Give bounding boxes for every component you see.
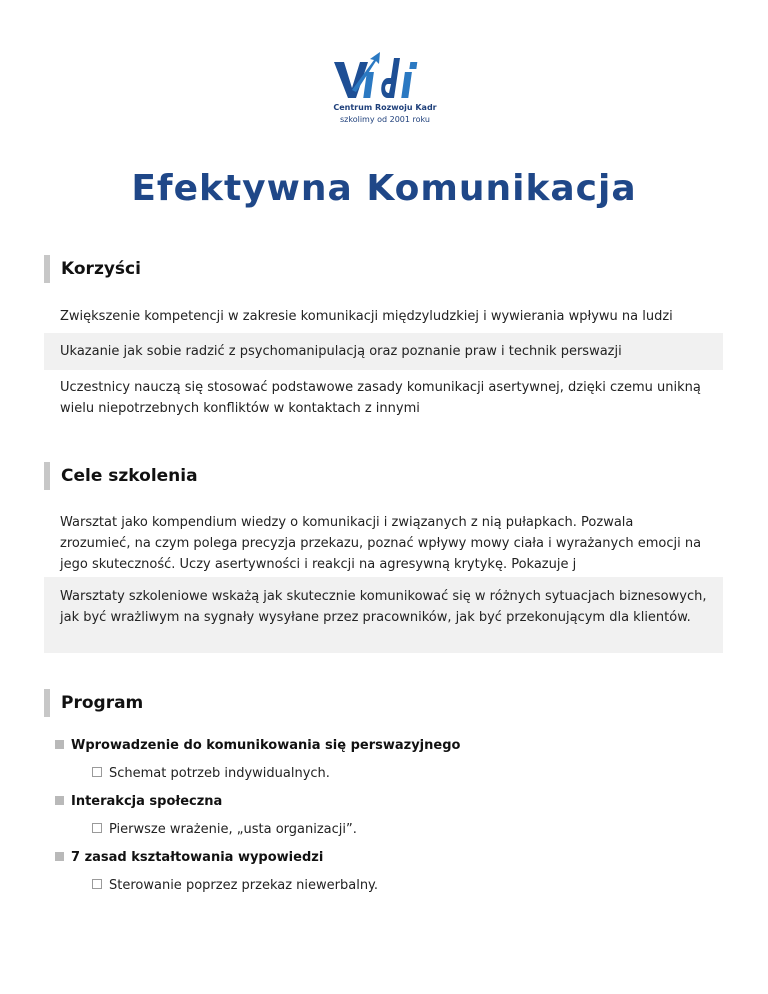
logo-line-2: szkolimy od 2001 roku <box>339 115 430 124</box>
program-item-label: Interakcja społeczna <box>71 794 223 809</box>
program-subitem-label: Sterowanie poprzez przekaz niewerbalny. <box>109 878 379 893</box>
square-bullet-icon <box>55 740 64 749</box>
goal-item: Warsztat jako kompendium wiedzy o komunikacji i związanych z nią pułapkach. Pozwala zrozumieć, na czym polega precyzja przekazu, poznać wpływy mowy ciała i wyrażanych emocji na jego skuteczność. Uczy asertywności i reakcji na agresywną krytykę. Pokazuje j <box>60 515 702 572</box>
section-heading-cele: Cele szkolenia <box>44 462 198 490</box>
checkbox-bullet-icon <box>92 823 102 833</box>
program-item-label: Wprowadzenie do komunikowania się perswazyjnego <box>71 738 461 753</box>
program-subitem <box>92 765 330 783</box>
program-subitem-label: Pierwsze wrażenie, „usta organizacji”. <box>109 822 357 837</box>
square-bullet-icon <box>55 852 64 861</box>
section-heading-program: Program <box>44 689 143 717</box>
program-item <box>55 737 460 755</box>
program-item-label: 7 zasad kształtowania wypowiedzi <box>71 850 324 865</box>
checkbox-bullet-icon <box>92 767 102 777</box>
program-subitem-label: Schemat potrzeb indywidualnych. <box>109 766 330 781</box>
square-bullet-icon <box>55 796 64 805</box>
benefit-item: Uczestnicy nauczą się stosować podstawowe zasady komunikacji asertywnej, dzięki czemu unikną wielu niepotrzebnych konfliktów w kontaktach z innymi <box>60 380 701 416</box>
benefit-item: Ukazanie jak sobie radzić z psychomanipulacją oraz poznanie praw i technik perswazji <box>44 333 723 370</box>
program-subitem <box>92 821 357 839</box>
program-item <box>55 793 222 811</box>
section-heading-korzysci: Korzyści <box>44 255 141 283</box>
checkbox-bullet-icon <box>92 879 102 889</box>
goal-item: Warsztaty szkoleniowe wskażą jak skutecznie komunikować się w różnych sytuacjach biznesowych, jak być wrażliwym na sygnały wysyłane przez pracowników, jak być przekonującym dla klientów. <box>44 577 723 653</box>
logo-line-1: Centrum Rozwoju Kadr <box>333 103 437 112</box>
vidi-logo-mark <box>330 50 440 102</box>
page-title: Efektywna Komunikacja <box>131 168 637 209</box>
vidi-logo <box>330 50 440 132</box>
program-item <box>55 849 323 867</box>
benefit-item: Zwiększenie kompetencji w zakresie komunikacji międzyludzkiej i wywierania wpływu na ludzi <box>60 309 673 324</box>
program-subitem <box>92 877 378 895</box>
